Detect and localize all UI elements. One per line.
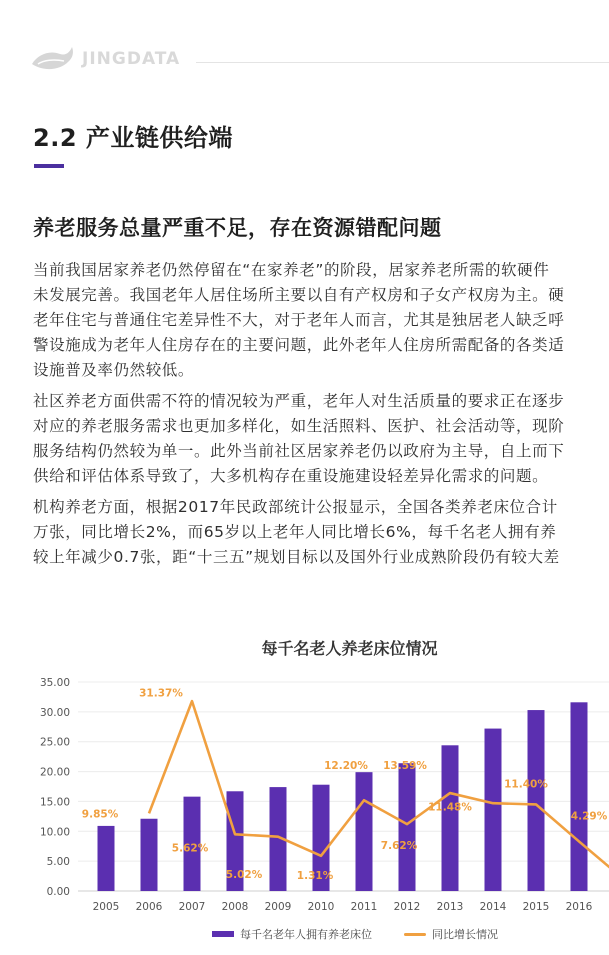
legend-item-beds [212, 926, 372, 942]
legend-label-growth: 同比增长情况 [432, 928, 498, 941]
text-line: 当前我国居家养老仍然停留在“在家养老”的阶段，居家养老所需的软硬件 [33, 261, 550, 279]
chart-legend [212, 926, 530, 942]
body-text [33, 258, 609, 576]
y-tick-label: 0.00 [46, 886, 70, 898]
x-tick-label: 2014 [479, 901, 507, 913]
x-tick-label: 2006 [135, 901, 163, 913]
text-line: 较上年减少0.7张，距“十三五”规划目标以及国外行业成熟阶段仍有较大差 [33, 548, 560, 566]
bar [485, 729, 502, 891]
brand-logo [30, 44, 180, 74]
brand-name: JINGDATA [82, 49, 181, 69]
bed-chart [0, 630, 609, 955]
y-tick-label: 20.00 [39, 766, 70, 779]
text-line: 服务结构仍然较为单一。此外当前社区居家养老仍以政府为主导，自上而下 [33, 442, 565, 460]
bar [141, 819, 158, 891]
bar [98, 826, 115, 891]
text-line: 设施普及率仍然较低。 [33, 361, 195, 379]
x-tick-label: 2013 [436, 901, 464, 913]
text-line: 万张，同比增长2%，而65岁以上老年人同比增长6%，每千名老人拥有养 [33, 523, 557, 541]
text-line: 供给和评估体系导致了，大多机构存在重设施建设轻差异化需求的问题。 [33, 467, 549, 485]
y-tick-label: 15.00 [39, 796, 70, 809]
text-line: 机构养老方面，根据2017年民政部统计公报显示，全国各类养老床位合计 [33, 498, 558, 516]
x-tick-label: 2009 [264, 901, 292, 913]
text-line: 警设施成为老年人住房存在的主要问题，此外老年人住房所需配备的各类适 [33, 336, 565, 354]
x-tick-label: 2011 [350, 901, 378, 913]
data-label: 11.48% [428, 801, 472, 814]
data-label: 5.62% [171, 842, 209, 855]
data-label: 9.85% [81, 808, 119, 821]
x-tick-label: 2007 [178, 901, 206, 913]
data-label: 4.29% [570, 810, 608, 823]
header-divider [196, 62, 609, 63]
bar [399, 763, 416, 891]
y-tick-label: 25.00 [39, 736, 70, 749]
x-tick-label: 2010 [307, 901, 335, 913]
paragraph-community-care [33, 389, 609, 489]
legend-swatch-line [404, 933, 426, 936]
x-tick-label: 2005 [92, 901, 120, 913]
paragraph-home-care [33, 258, 609, 383]
data-label: 11.40% [504, 778, 548, 791]
legend-label-beds: 每千名老年人拥有养老床位 [240, 928, 372, 941]
data-label: 5.02% [225, 868, 263, 881]
text-line: 未发展完善。我国老年人居住场所主要以自有产权房和子女产权房为主。硬 [33, 286, 565, 304]
data-label: 12.20% [324, 760, 368, 773]
text-line: 老年住宅与普通住宅差异性不大，对于老年人而言，尤其是独居老人缺乏呼 [33, 311, 565, 329]
data-label: 13.59% [383, 760, 427, 773]
text-line: 社区养老方面供需不符的情况较为严重，老年人对生活质量的要求正在逐步 [33, 392, 565, 410]
title-accent-bar [34, 164, 64, 168]
legend-swatch-bar [212, 931, 234, 937]
bar [528, 710, 545, 891]
legend-item-growth [404, 926, 498, 942]
bar [356, 772, 373, 891]
section-title: 2.2 产业链供给端 [33, 124, 233, 152]
paragraph-institutional-care [33, 495, 609, 570]
bar [571, 702, 588, 891]
chart-canvas [0, 630, 609, 955]
text-line: 对应的养老服务需求也更加多样化，如生活照料、医护、社会活动等，现阶 [33, 417, 565, 435]
subtitle: 养老服务总量严重不足，存在资源错配问题 [33, 216, 442, 240]
y-tick-label: 10.00 [39, 826, 70, 839]
x-tick-label: 2016 [565, 901, 593, 913]
x-tick-label: 2008 [221, 901, 249, 913]
x-tick-label: 2015 [522, 901, 550, 913]
bar [442, 745, 459, 891]
y-tick-label: 30.00 [39, 706, 70, 719]
data-label: 31.37% [139, 687, 183, 700]
y-tick-label: 5.00 [46, 856, 70, 869]
page-header [0, 0, 609, 110]
y-tick-label: 35.00 [39, 677, 70, 689]
data-label: 7.62% [380, 840, 418, 853]
x-tick-label: 2012 [393, 901, 421, 913]
data-label: 1.31% [296, 870, 334, 883]
chart-title: 每千名老人养老床位情况 [261, 639, 438, 658]
whale-icon [30, 44, 76, 74]
